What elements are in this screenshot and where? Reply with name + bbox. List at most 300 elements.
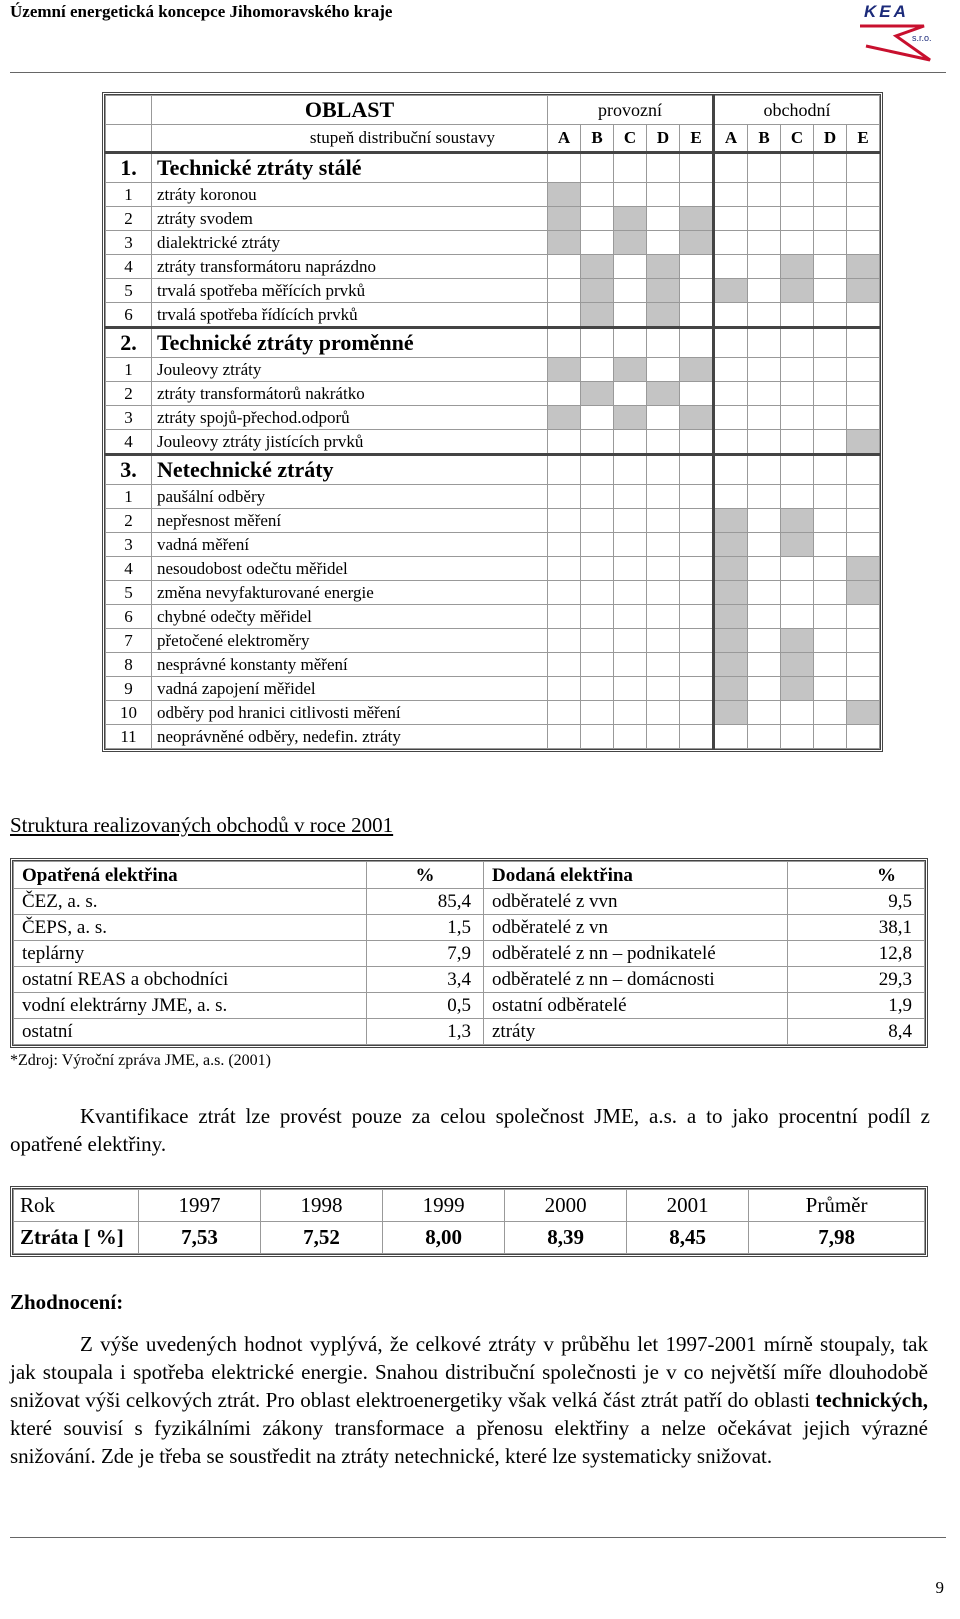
- matrix-cell: [680, 255, 714, 279]
- matrix-cell: [647, 183, 680, 207]
- row-number: 3: [106, 231, 152, 255]
- group-obchodni: obchodní: [714, 96, 880, 125]
- matrix-cell: [847, 207, 880, 231]
- matrix-cell: [581, 430, 614, 455]
- row-label: ztráty spojů-přechod.odporů: [152, 406, 548, 430]
- matrix-cell: [680, 455, 714, 485]
- matrix-cell: [714, 183, 748, 207]
- paragraph-evaluation-text: Z výše uvedených hodnot vyplývá, že celkové ztráty v průběhu let 1997-2001 mírně stoupaly, tak jak stoupala i spotřeba elektrické energie. Snahou distribuční společnosti je v co největší míře dlouhodobě snižovat výši celkových ztrát. Pro oblast elektroenergetiky však velká část ztrát patří do oblasti: [10, 1332, 928, 1412]
- loss-matrix-table: [105, 95, 880, 749]
- matrix-cell: [748, 701, 781, 725]
- matrix-row: [106, 255, 880, 279]
- matrix-cell-shaded: [714, 629, 748, 653]
- matrix-cell-shaded: [680, 358, 714, 382]
- matrix-cell-shaded: [581, 255, 614, 279]
- matrix-cell: [748, 183, 781, 207]
- matrix-cell: [748, 382, 781, 406]
- matrix-cell: [548, 533, 581, 557]
- matrix-cell: [748, 533, 781, 557]
- matrix-cell: [714, 328, 748, 358]
- matrix-cell: [548, 701, 581, 725]
- loss-header-cell: 2001: [627, 1190, 749, 1222]
- matrix-cell: [614, 557, 647, 581]
- column-header-e: E: [680, 125, 714, 153]
- matrix-cell-shaded: [847, 430, 880, 455]
- matrix-cell-shaded: [680, 406, 714, 430]
- loss-header-row: [14, 1190, 925, 1222]
- matrix-cell: [647, 231, 680, 255]
- section-title: Netechnické ztráty: [152, 455, 548, 485]
- matrix-cell: [548, 725, 581, 749]
- matrix-cell: [614, 255, 647, 279]
- matrix-cell: [714, 430, 748, 455]
- matrix-cell-shaded: [647, 279, 680, 303]
- matrix-cell: [581, 485, 614, 509]
- row-number: 2: [106, 509, 152, 533]
- matrix-cell: [814, 406, 847, 430]
- matrix-cell: [714, 207, 748, 231]
- matrix-cell: [647, 605, 680, 629]
- matrix-cell: [814, 677, 847, 701]
- matrix-cell: [748, 406, 781, 430]
- matrix-cell: [847, 406, 880, 430]
- matrix-cell: [814, 533, 847, 557]
- column-header-c: C: [614, 125, 647, 153]
- matrix-cell: [647, 153, 680, 183]
- loss-header-cell: Rok: [14, 1190, 139, 1222]
- opatrena-source: ČEZ, a. s.: [14, 889, 367, 915]
- column-header-d: D: [814, 125, 847, 153]
- matrix-cell-shaded: [614, 406, 647, 430]
- matrix-cell-shaded: [847, 701, 880, 725]
- matrix-cell: [647, 557, 680, 581]
- matrix-cell-shaded: [714, 509, 748, 533]
- paragraph-quantification-text: Kvantifikace ztrát lze provést pouze za celou společnost JME, a.s. a to jako procentní podíl z opatřené elektřiny.: [10, 1104, 930, 1156]
- matrix-cell: [614, 533, 647, 557]
- structure-row: [14, 1019, 925, 1045]
- matrix-cell: [814, 279, 847, 303]
- section-row: [106, 455, 880, 485]
- page-number: 9: [935, 1578, 944, 1597]
- loss-value-cell: 7,98: [749, 1222, 925, 1254]
- row-label: vadná zapojení měřidel: [152, 677, 548, 701]
- matrix-row: [106, 533, 880, 557]
- matrix-cell: [581, 701, 614, 725]
- row-label: vadná měření: [152, 533, 548, 557]
- matrix-cell-shaded: [614, 231, 647, 255]
- matrix-row: [106, 231, 880, 255]
- matrix-cell: [581, 581, 614, 605]
- matrix-cell: [781, 303, 814, 328]
- matrix-row: [106, 629, 880, 653]
- structure-header-row: [14, 862, 925, 889]
- matrix-cell: [748, 328, 781, 358]
- matrix-cell: [680, 328, 714, 358]
- loss-header-cell: 1997: [139, 1190, 261, 1222]
- column-header-a: A: [714, 125, 748, 153]
- matrix-row: [106, 430, 880, 455]
- matrix-cell: [680, 279, 714, 303]
- matrix-cell: [847, 231, 880, 255]
- matrix-cell: [748, 653, 781, 677]
- matrix-cell: [847, 358, 880, 382]
- matrix-cell: [680, 509, 714, 533]
- matrix-cell: [847, 725, 880, 749]
- matrix-cell: [680, 629, 714, 653]
- matrix-cell-shaded: [714, 581, 748, 605]
- structure-row: [14, 941, 925, 967]
- matrix-cell-shaded: [647, 303, 680, 328]
- matrix-cell: [847, 303, 880, 328]
- matrix-cell: [847, 509, 880, 533]
- matrix-cell: [614, 153, 647, 183]
- matrix-cell: [847, 653, 880, 677]
- matrix-row: [106, 358, 880, 382]
- structure-table: [10, 858, 928, 1048]
- loss-header-cell: 1999: [383, 1190, 505, 1222]
- row-number: 7: [106, 629, 152, 653]
- opatrena-percent: 0,5: [367, 993, 484, 1019]
- paragraph-evaluation-bold: technických,: [815, 1388, 928, 1412]
- matrix-cell: [814, 509, 847, 533]
- row-number: 10: [106, 701, 152, 725]
- source-note: *Zdroj: Výroční zpráva JME, a.s. (2001): [10, 1052, 271, 1069]
- matrix-cell: [548, 255, 581, 279]
- matrix-row: [106, 183, 880, 207]
- matrix-cell-shaded: [781, 629, 814, 653]
- dodana-target: ztráty: [484, 1019, 788, 1045]
- structure-row: [14, 993, 925, 1019]
- row-label: nesoudobost odečtu měřidel: [152, 557, 548, 581]
- matrix-cell: [614, 653, 647, 677]
- matrix-cell: [714, 153, 748, 183]
- column-header-d: D: [647, 125, 680, 153]
- opatrena-source: vodní elektrárny JME, a. s.: [14, 993, 367, 1019]
- matrix-cell: [614, 279, 647, 303]
- row-label: trvalá spotřeba měřících prvků: [152, 279, 548, 303]
- row-number: 1: [106, 485, 152, 509]
- row-label: paušální odběry: [152, 485, 548, 509]
- matrix-cell: [647, 653, 680, 677]
- matrix-cell-shaded: [614, 207, 647, 231]
- matrix-cell-shaded: [680, 231, 714, 255]
- matrix-cell: [781, 557, 814, 581]
- section-number: 2.: [106, 328, 152, 358]
- matrix-cell: [814, 485, 847, 509]
- matrix-cell: [680, 533, 714, 557]
- matrix-cell: [680, 430, 714, 455]
- matrix-cell: [581, 629, 614, 653]
- section-row: [106, 153, 880, 183]
- opatrena-percent: 7,9: [367, 941, 484, 967]
- matrix-cell: [781, 725, 814, 749]
- matrix-cell: [847, 382, 880, 406]
- loss-value-cell: 7,52: [261, 1222, 383, 1254]
- matrix-cell: [781, 183, 814, 207]
- matrix-cell: [714, 406, 748, 430]
- row-label: ztráty svodem: [152, 207, 548, 231]
- row-number: 4: [106, 430, 152, 455]
- loss-value-cell: 8,00: [383, 1222, 505, 1254]
- matrix-cell-shaded: [581, 382, 614, 406]
- header-opatrena: Opatřená elektřina: [14, 862, 367, 889]
- matrix-cell: [814, 701, 847, 725]
- row-number: 5: [106, 279, 152, 303]
- matrix-cell: [680, 605, 714, 629]
- row-number: 4: [106, 255, 152, 279]
- opatrena-source: ČEPS, a. s.: [14, 915, 367, 941]
- opatrena-percent: 1,5: [367, 915, 484, 941]
- matrix-cell: [647, 328, 680, 358]
- row-number: 4: [106, 557, 152, 581]
- matrix-cell: [847, 328, 880, 358]
- matrix-cell: [680, 183, 714, 207]
- loss-value-cell: Ztráta [ %]: [14, 1222, 139, 1254]
- matrix-cell: [748, 430, 781, 455]
- matrix-cell: [680, 677, 714, 701]
- dodana-percent: 1,9: [788, 993, 925, 1019]
- section-row: [106, 328, 880, 358]
- row-label: Jouleovy ztráty: [152, 358, 548, 382]
- header-percent-2: %: [788, 862, 925, 889]
- matrix-cell-shaded: [614, 358, 647, 382]
- row-number: 5: [106, 581, 152, 605]
- matrix-cell: [781, 358, 814, 382]
- paragraph-evaluation-text-end: které souvisí s fyzikálními zákony transformace a přenosu elektřiny a nelze očekávat jejich výrazné snižování. Zde je třeba se soustředit na ztráty netechnické, které lze systematicky snižovat.: [10, 1416, 928, 1468]
- matrix-cell: [581, 406, 614, 430]
- matrix-cell-shaded: [581, 279, 614, 303]
- matrix-cell: [847, 153, 880, 183]
- matrix-cell: [814, 328, 847, 358]
- matrix-cell: [581, 557, 614, 581]
- matrix-cell: [714, 725, 748, 749]
- column-header-e: E: [847, 125, 880, 153]
- matrix-cell: [581, 183, 614, 207]
- matrix-cell: [548, 455, 581, 485]
- matrix-cell: [814, 653, 847, 677]
- loss-value-cell: 8,45: [627, 1222, 749, 1254]
- matrix-cell: [680, 701, 714, 725]
- matrix-cell: [814, 455, 847, 485]
- matrix-cell-shaded: [714, 279, 748, 303]
- matrix-cell: [581, 509, 614, 533]
- matrix-cell: [581, 231, 614, 255]
- matrix-cell: [748, 255, 781, 279]
- matrix-cell: [781, 231, 814, 255]
- loss-header-cell: Průměr: [749, 1190, 925, 1222]
- matrix-row: [106, 581, 880, 605]
- header-divider: [10, 72, 946, 73]
- matrix-cell: [548, 382, 581, 406]
- loss-matrix: [102, 92, 883, 752]
- matrix-cell: [814, 303, 847, 328]
- row-number: 2: [106, 382, 152, 406]
- matrix-row: [106, 677, 880, 701]
- matrix-cell: [714, 231, 748, 255]
- matrix-cell: [847, 605, 880, 629]
- matrix-cell: [614, 303, 647, 328]
- document-header-title: Územní energetická koncepce Jihomoravského kraje: [10, 2, 393, 21]
- matrix-cell: [581, 455, 614, 485]
- matrix-row: [106, 303, 880, 328]
- matrix-cell: [548, 677, 581, 701]
- evaluation-heading: Zhodnocení:: [10, 1290, 124, 1314]
- footer-divider: [10, 1537, 946, 1538]
- kea-logo: [858, 0, 944, 64]
- matrix-cell: [680, 725, 714, 749]
- matrix-cell: [647, 725, 680, 749]
- matrix-cell-shaded: [714, 677, 748, 701]
- loss-header-cell: 1998: [261, 1190, 383, 1222]
- matrix-cell: [748, 303, 781, 328]
- matrix-cell-shaded: [847, 279, 880, 303]
- matrix-cell: [814, 231, 847, 255]
- matrix-cell: [548, 653, 581, 677]
- structure-row: [14, 967, 925, 993]
- matrix-cell-shaded: [548, 358, 581, 382]
- matrix-cell: [548, 430, 581, 455]
- matrix-cell-shaded: [847, 557, 880, 581]
- matrix-cell: [847, 455, 880, 485]
- matrix-cell-shaded: [548, 183, 581, 207]
- matrix-cell: [548, 485, 581, 509]
- row-number: 3: [106, 533, 152, 557]
- dodana-target: odběratelé z nn – domácnosti: [484, 967, 788, 993]
- header-percent-1: %: [367, 862, 484, 889]
- matrix-cell: [781, 207, 814, 231]
- matrix-cell: [581, 653, 614, 677]
- matrix-cell: [647, 485, 680, 509]
- matrix-cell: [748, 509, 781, 533]
- matrix-cell: [647, 430, 680, 455]
- loss-value-cell: 8,39: [505, 1222, 627, 1254]
- row-number: 6: [106, 605, 152, 629]
- row-label: ztráty koronou: [152, 183, 548, 207]
- opatrena-source: teplárny: [14, 941, 367, 967]
- matrix-cell: [781, 153, 814, 183]
- dodana-target: odběratelé z vvn: [484, 889, 788, 915]
- matrix-cell: [548, 581, 581, 605]
- matrix-cell: [614, 629, 647, 653]
- matrix-cell: [614, 183, 647, 207]
- matrix-cell: [614, 509, 647, 533]
- matrix-cell: [781, 328, 814, 358]
- matrix-row: [106, 605, 880, 629]
- matrix-cell: [548, 605, 581, 629]
- matrix-cell: [680, 653, 714, 677]
- matrix-cell: [714, 485, 748, 509]
- matrix-cell: [548, 629, 581, 653]
- matrix-cell-shaded: [581, 303, 614, 328]
- matrix-cell: [548, 328, 581, 358]
- matrix-row: [106, 406, 880, 430]
- matrix-cell: [647, 358, 680, 382]
- matrix-cell: [581, 207, 614, 231]
- row-label: Jouleovy ztráty jistících prvků: [152, 430, 548, 455]
- matrix-cell-shaded: [548, 207, 581, 231]
- row-label: nepřesnost měření: [152, 509, 548, 533]
- loss-value-row: [14, 1222, 925, 1254]
- structure-row: [14, 889, 925, 915]
- matrix-cell: [614, 725, 647, 749]
- opatrena-source: ostatní: [14, 1019, 367, 1045]
- matrix-cell: [614, 328, 647, 358]
- header-dodana: Dodaná elektřina: [484, 862, 788, 889]
- matrix-cell: [814, 605, 847, 629]
- matrix-header-row: [106, 96, 880, 125]
- row-number: 1: [106, 358, 152, 382]
- matrix-cell: [614, 455, 647, 485]
- matrix-cell: [548, 153, 581, 183]
- matrix-cell: [847, 485, 880, 509]
- row-label: změna nevyfakturované energie: [152, 581, 548, 605]
- matrix-cell: [814, 581, 847, 605]
- section-title: Technické ztráty stálé: [152, 153, 548, 183]
- opatrena-percent: 1,3: [367, 1019, 484, 1045]
- matrix-cell: [614, 701, 647, 725]
- matrix-cell: [814, 255, 847, 279]
- matrix-cell: [581, 605, 614, 629]
- matrix-cell-shaded: [781, 509, 814, 533]
- matrix-cell: [748, 629, 781, 653]
- matrix-cell: [614, 382, 647, 406]
- matrix-cell: [647, 581, 680, 605]
- matrix-cell-shaded: [714, 701, 748, 725]
- row-label: ztráty transformátoru naprázdno: [152, 255, 548, 279]
- logo-text: KEA: [864, 2, 909, 21]
- logo-subtext: s.r.o.: [912, 33, 932, 43]
- matrix-cell-shaded: [781, 677, 814, 701]
- matrix-cell: [581, 677, 614, 701]
- matrix-cell: [847, 629, 880, 653]
- matrix-cell: [714, 303, 748, 328]
- dodana-percent: 8,4: [788, 1019, 925, 1045]
- row-label: neoprávněné odběry, nedefin. ztráty: [152, 725, 548, 749]
- matrix-cell: [614, 430, 647, 455]
- matrix-cell-shaded: [781, 653, 814, 677]
- row-number: 11: [106, 725, 152, 749]
- dodana-percent: 12,8: [788, 941, 925, 967]
- matrix-cell: [647, 677, 680, 701]
- section-number: 3.: [106, 455, 152, 485]
- matrix-cell: [548, 509, 581, 533]
- matrix-cell-shaded: [847, 255, 880, 279]
- matrix-cell: [548, 557, 581, 581]
- matrix-cell: [847, 677, 880, 701]
- matrix-cell: [748, 279, 781, 303]
- matrix-cell: [781, 406, 814, 430]
- loss-header-cell: 2000: [505, 1190, 627, 1222]
- dodana-percent: 38,1: [788, 915, 925, 941]
- matrix-cell: [814, 557, 847, 581]
- matrix-cell: [781, 701, 814, 725]
- matrix-cell: [581, 153, 614, 183]
- stupen-label: stupeň distribuční soustavy: [152, 125, 548, 153]
- structure-title: Struktura realizovaných obchodů v roce 2001: [10, 813, 394, 837]
- matrix-cell-shaded: [647, 255, 680, 279]
- column-header-b: B: [581, 125, 614, 153]
- row-number: 8: [106, 653, 152, 677]
- matrix-cell: [680, 581, 714, 605]
- row-number: 1: [106, 183, 152, 207]
- matrix-cell-shaded: [781, 533, 814, 557]
- matrix-cell: [748, 605, 781, 629]
- matrix-cell: [748, 677, 781, 701]
- matrix-cell: [714, 455, 748, 485]
- matrix-cell: [614, 605, 647, 629]
- matrix-cell: [814, 358, 847, 382]
- matrix-row: [106, 485, 880, 509]
